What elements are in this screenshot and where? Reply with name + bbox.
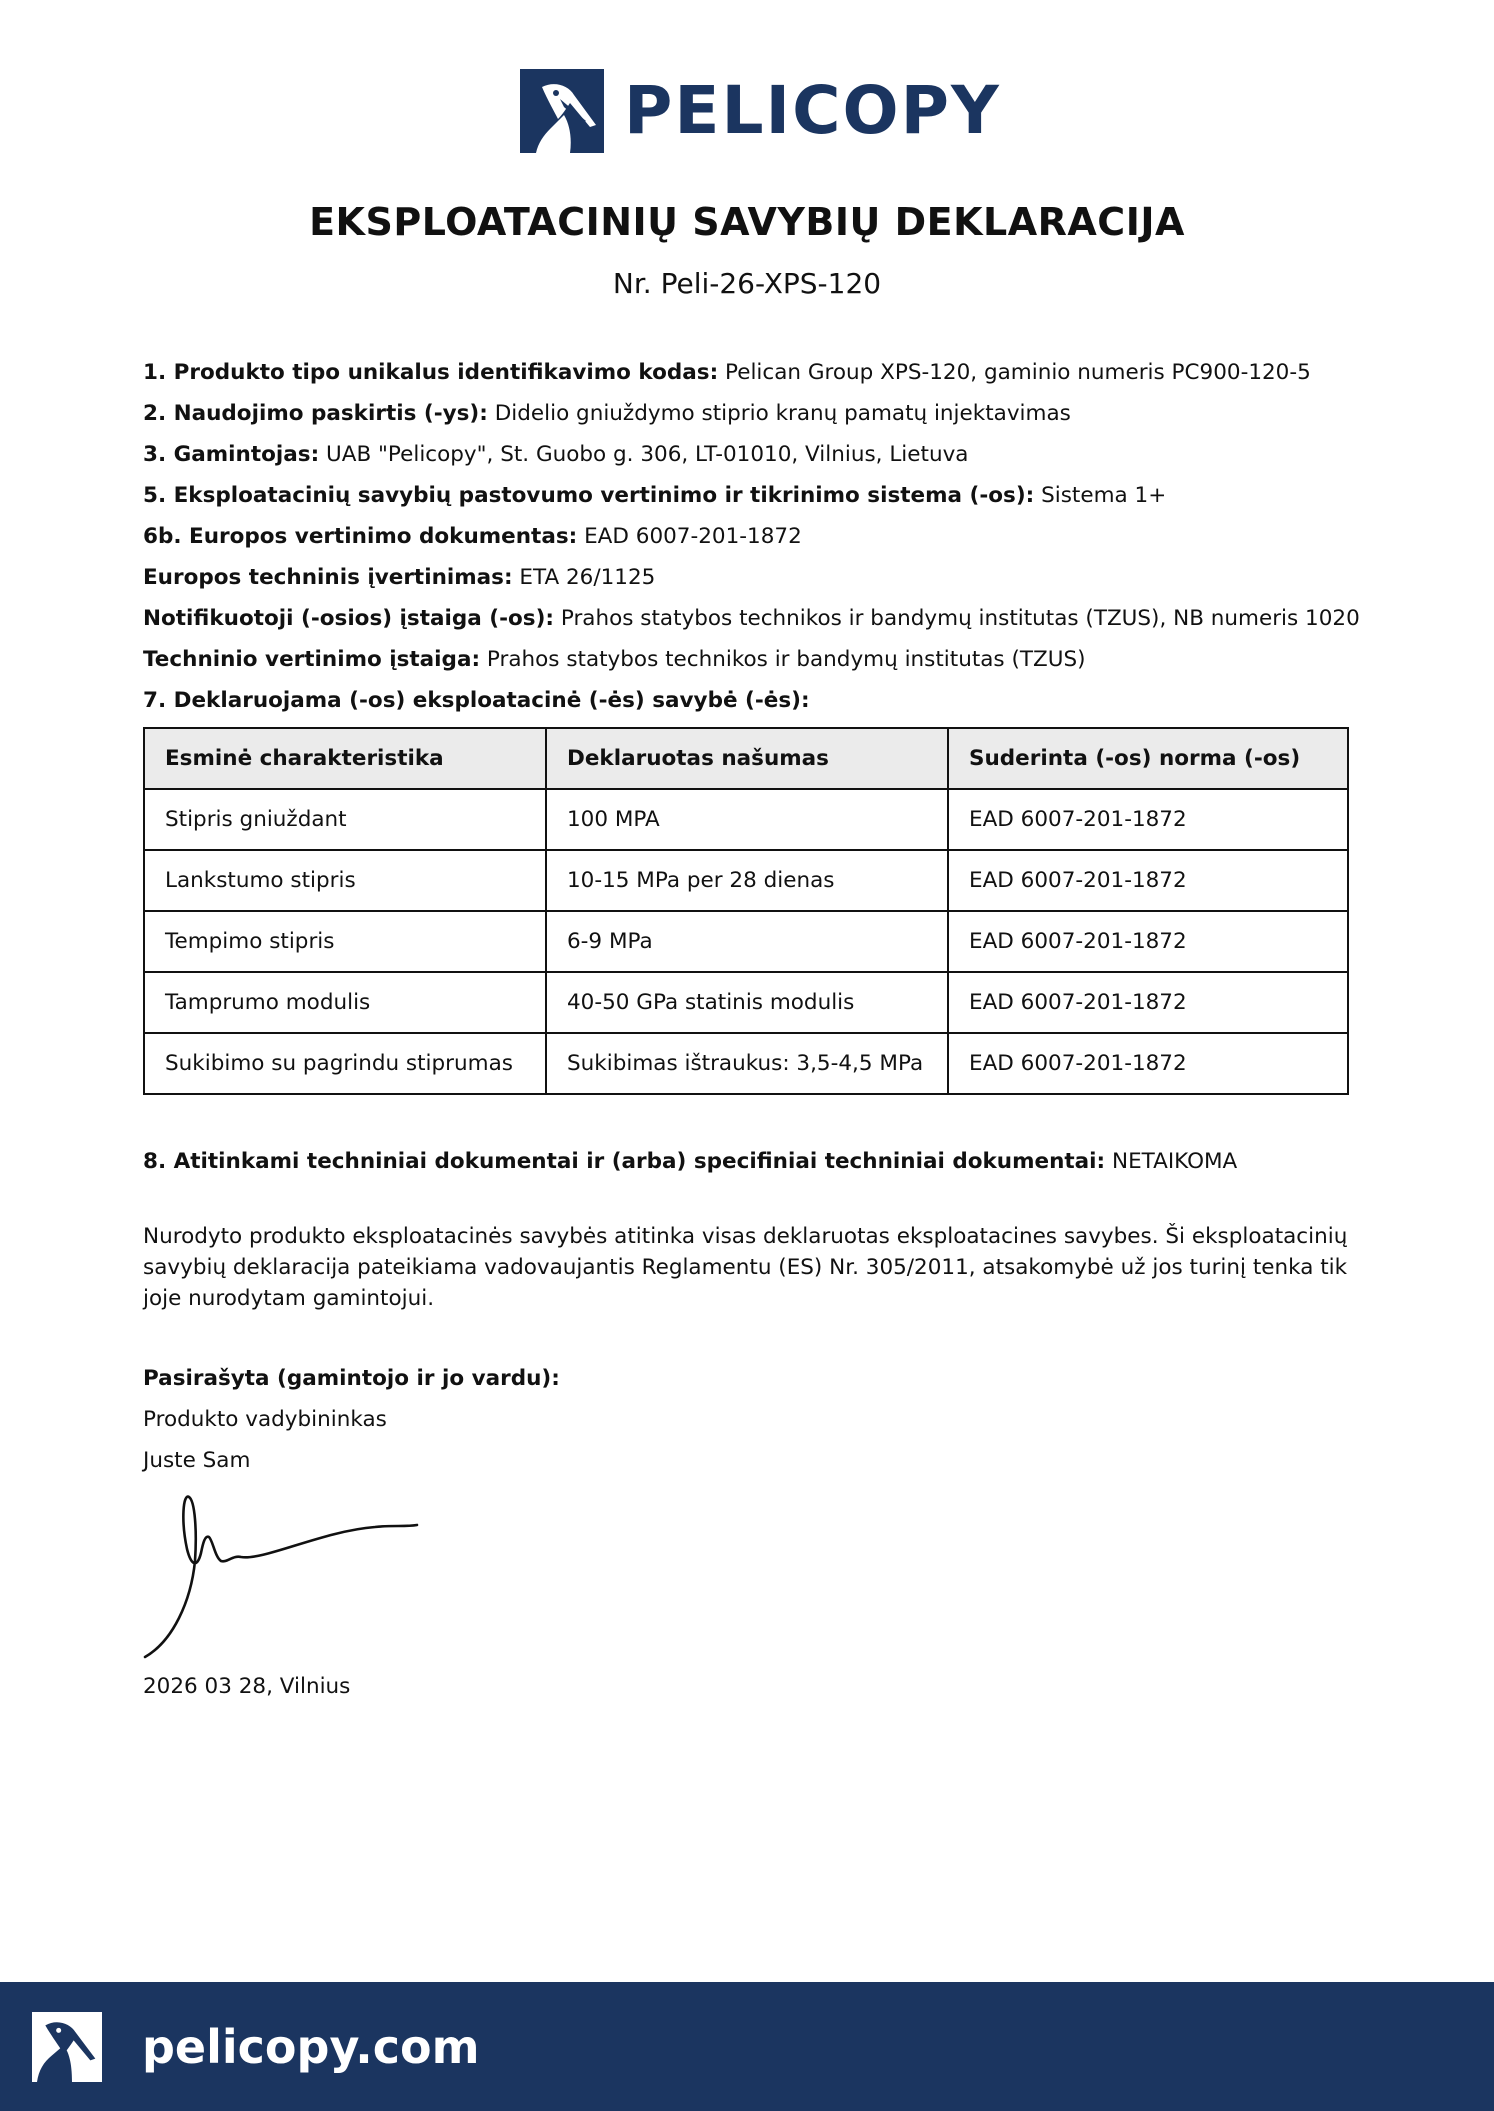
field-ead: [143, 516, 1351, 557]
field-value: Prahos statybos technikos ir bandymų institutas (TZUS), NB numeris 1020: [560, 606, 1360, 631]
field-notified-body: [143, 598, 1360, 639]
table-header-row: [144, 728, 1348, 789]
table-row: [144, 850, 1348, 911]
table-cell: Sukibimo su pagrindu stiprumas: [144, 1033, 546, 1094]
field-value: Sistema 1+: [1041, 483, 1167, 508]
table-row: [144, 1033, 1348, 1094]
field-eta: [143, 557, 1351, 598]
signature-block: [143, 1358, 1351, 1705]
table-cell: Lankstumo stipris: [144, 850, 546, 911]
table-cell: Tamprumo modulis: [144, 972, 546, 1033]
pelican-logo-icon: [520, 69, 604, 153]
brand-logo: [520, 68, 1001, 154]
document-title: EKSPLOATACINIŲ SAVYBIŲ DEKLARACIJA: [309, 200, 1185, 244]
field-intended-use: [143, 393, 1351, 434]
field-label: Europos techninis įvertinimas:: [143, 565, 513, 590]
field-manufacturer: [143, 434, 1351, 475]
signer-name: Juste Sam: [143, 1448, 251, 1473]
table-cell: 10-15 MPa per 28 dienas: [546, 850, 948, 911]
field-product-code: [143, 352, 1351, 393]
signature-date-place: 2026 03 28, Vilnius: [143, 1674, 351, 1699]
table-row: [144, 972, 1348, 1033]
table-row: [144, 911, 1348, 972]
field-label: 5. Eksploatacinių savybių pastovumo vertinimo ir tikrinimo sistema (-os):: [143, 483, 1035, 508]
field-value: Prahos statybos technikos ir bandymų institutas (TZUS): [486, 647, 1086, 672]
field-value: EAD 6007-201-1872: [584, 524, 802, 549]
table-row: [144, 789, 1348, 850]
signed-label-text: Pasirašyta (gamintojo ir jo vardu):: [143, 1366, 560, 1391]
table-cell: Tempimo stipris: [144, 911, 546, 972]
field-label: Techninio vertinimo įstaiga:: [143, 647, 481, 672]
field-declared-performance: [143, 680, 1351, 721]
table-cell: 100 MPA: [546, 789, 948, 850]
table-cell: EAD 6007-201-1872: [948, 850, 1348, 911]
footer-bar: [0, 1982, 1494, 2111]
handwritten-signature: [143, 1491, 463, 1661]
table-header-cell: Deklaruotas našumas: [546, 728, 948, 789]
signed-label: [143, 1358, 1351, 1399]
table-cell: Sukibimas ištraukus: 3,5-4,5 MPa: [546, 1033, 948, 1094]
pelican-logo-icon: [32, 2012, 102, 2082]
table-header-cell: Suderinta (-os) norma (-os): [948, 728, 1348, 789]
field-label: 7. Deklaruojama (-os) eksploatacinė (-ės) savybė (-ės):: [143, 688, 810, 713]
field-value: Pelican Group XPS-120, gaminio numeris PC900-120-5: [725, 360, 1311, 385]
field-label: 2. Naudojimo paskirtis (-ys):: [143, 401, 488, 426]
table-cell: 6-9 MPa: [546, 911, 948, 972]
performance-table: [143, 727, 1349, 1095]
document-number: Nr. Peli-26-XPS-120: [612, 267, 882, 300]
field-label: 6b. Europos vertinimo dokumentas:: [143, 524, 578, 549]
field-label: Notifikuotoji (-osios) įstaiga (-os):: [143, 606, 555, 631]
table-cell: EAD 6007-201-1872: [948, 789, 1348, 850]
conformity-statement: Nurodyto produkto eksploatacinės savybės atitinka visas deklaruotas eksploatacines savybes. Ši eksploatacinių savybių deklaracija pateikiama vadovaujantis Reglamentu (ES) Nr. 305/2011, atsakomybė už jos turinį tenka tik joje nurodytam gamintojui.: [143, 1224, 1348, 1311]
field-label: 3. Gamintojas:: [143, 442, 320, 467]
section-value: NETAIKOMA: [1111, 1149, 1238, 1174]
signer-role: Produkto vadybininkas: [143, 1407, 387, 1432]
section-technical-documents: [143, 1141, 1351, 1182]
table-cell: EAD 6007-201-1872: [948, 911, 1348, 972]
section-label: 8. Atitinkami techniniai dokumentai ir (arba) specifiniai techniniai dokumentai:: [143, 1149, 1106, 1174]
table-cell: Stipris gniuždant: [144, 789, 546, 850]
field-label: 1. Produkto tipo unikalus identifikavimo kodas:: [143, 360, 719, 385]
field-value: UAB "Pelicopy", St. Guobo g. 306, LT-01010, Vilnius, Lietuva: [326, 442, 969, 467]
document-body: [143, 352, 1360, 1705]
table-cell: 40-50 GPa statinis modulis: [546, 972, 948, 1033]
table-cell: EAD 6007-201-1872: [948, 1033, 1348, 1094]
field-value: Didelio gniuždymo stiprio kranų pamatų injektavimas: [494, 401, 1071, 426]
field-tab: [143, 639, 1351, 680]
field-avcp-system: [143, 475, 1351, 516]
field-value: ETA 26/1125: [519, 565, 656, 590]
footer-website-link[interactable]: pelicopy.com: [142, 2019, 480, 2074]
table-cell: EAD 6007-201-1872: [948, 972, 1348, 1033]
table-header-cell: Esminė charakteristika: [144, 728, 546, 789]
brand-name: PELICOPY: [624, 72, 1001, 149]
